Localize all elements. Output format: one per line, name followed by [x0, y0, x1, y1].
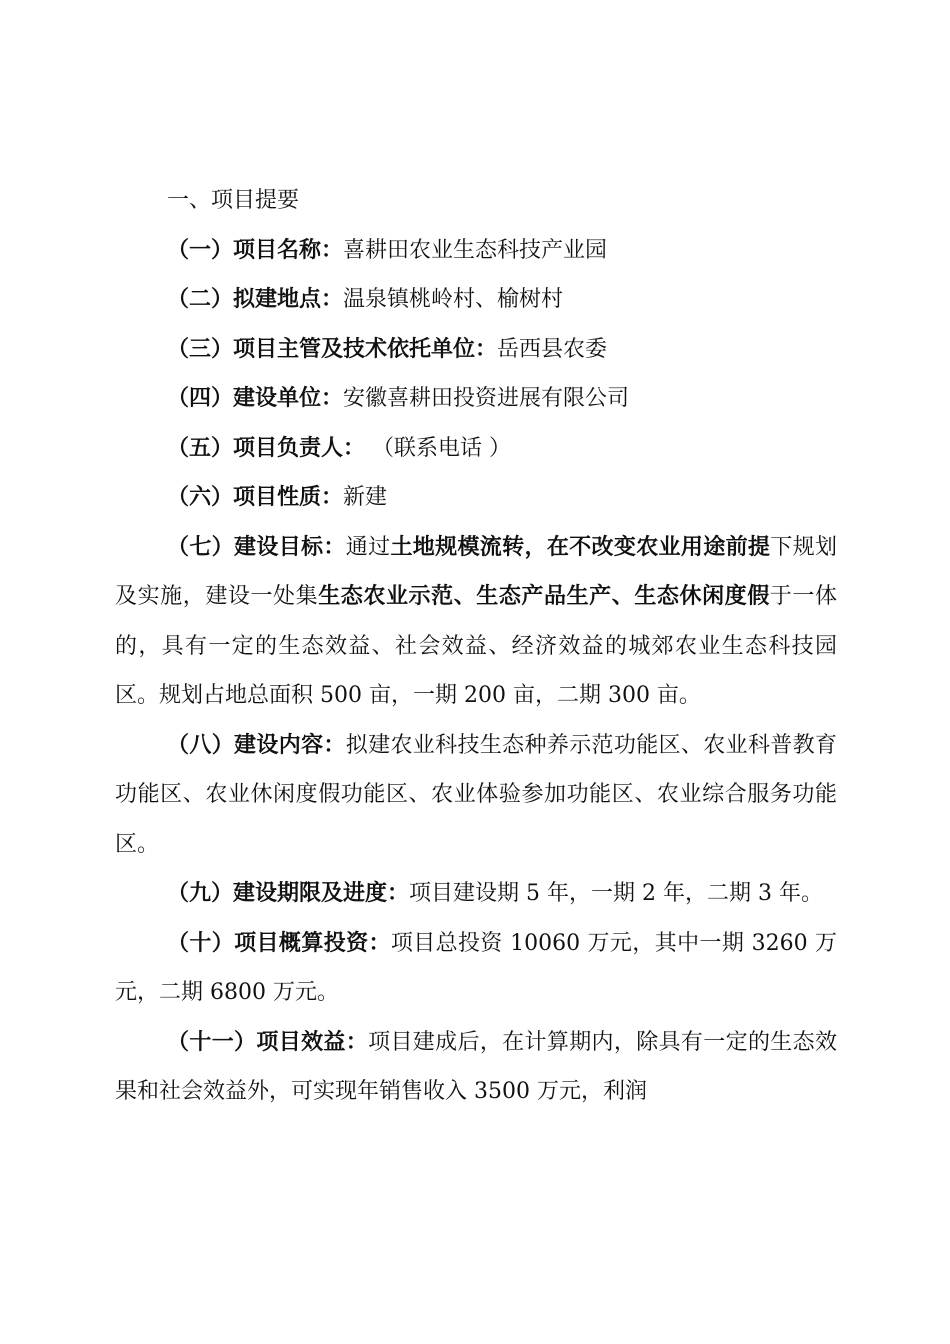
item-label: （三）项目主管及技术依托单位：	[167, 336, 498, 362]
goal-bold-2: 生态农业示范、生态产品生产、生态休闲度假	[318, 584, 770, 609]
document-body	[115, 176, 837, 1117]
content-value: 拟建农业科技生态种养示范功能区、农业科普教育功能区、农业休闲度假功能区、农业体验参加功能区、农业综合服务功能区。	[115, 732, 837, 857]
goal-label: （七）建设目标：	[167, 534, 346, 560]
item-content	[115, 721, 837, 870]
item-goal	[115, 523, 837, 721]
benefit-label: （十一）项目效益：	[167, 1029, 369, 1055]
benefit-value: 项目建成后，在计算期内，除具有一定的生态效果和社会效益外，可实现年销售收入 3500 万元，利润	[115, 1029, 837, 1104]
item-location	[115, 275, 837, 325]
item-supervisor	[115, 325, 837, 375]
item-value: 新建	[343, 485, 388, 510]
item-value: 岳西县农委	[497, 336, 608, 362]
investment-value: 项目总投资 10060 万元，其中一期 3260 万元，二期 6800 万元。	[115, 930, 837, 1005]
item-value: 温泉镇桃岭村、榆树村	[343, 287, 564, 312]
item-label: （六）项目性质：	[167, 485, 344, 510]
content-label: （八）建设内容：	[167, 732, 346, 758]
goal-text-1: 通过	[345, 534, 391, 560]
item-label: （五）项目负责人：	[167, 435, 366, 461]
item-project-name	[115, 226, 837, 276]
item-label: （一）项目名称：	[167, 237, 344, 263]
item-builder	[115, 374, 837, 424]
schedule-label: （九）建设期限及进度：	[167, 881, 410, 906]
item-label: （四）建设单位：	[167, 386, 344, 411]
schedule-value: 项目建设期 5 年，一期 2 年，二期 3 年。	[409, 881, 823, 906]
item-investment	[115, 919, 837, 1018]
item-value: （联系电话 ）	[365, 435, 512, 461]
goal-text-3: 于一体的，具有一定的生态效益、社会效益、经济效益的城郊农业生态科技园区。规划占地总面积 500 亩，一期 200 亩，二期 300 亩。	[115, 584, 837, 708]
investment-label: （十）项目概算投资：	[167, 930, 391, 956]
item-benefit	[115, 1018, 837, 1117]
goal-text-2: 下规划及实施，建设一处集	[115, 534, 837, 609]
item-value: 喜耕田农业生态科技产业园	[343, 237, 608, 263]
goal-bold-1: 土地规模流转，在不改变农业用途前提	[390, 534, 771, 560]
item-label: （二）拟建地点：	[167, 287, 344, 312]
section-title: 一、项目提要	[167, 188, 300, 213]
item-nature	[115, 473, 837, 523]
item-value: 安徽喜耕田投资进展有限公司	[343, 386, 630, 411]
item-owner	[115, 424, 837, 474]
item-schedule	[115, 869, 837, 919]
